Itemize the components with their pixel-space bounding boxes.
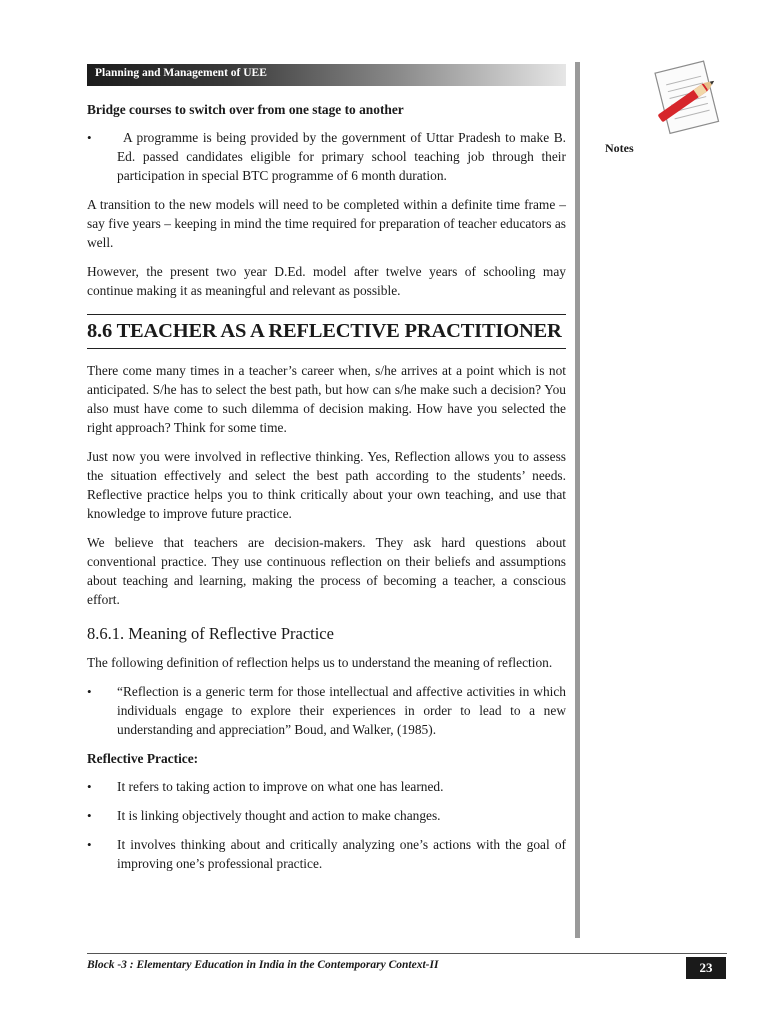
margin-divider: [575, 62, 580, 938]
list-item: [87, 128, 566, 185]
list-item-text: It refers to taking action to improve on what one has learned.: [117, 779, 444, 794]
bullet-glyph: •: [87, 779, 92, 794]
paragraph: Just now you were involved in reflective thinking. Yes, Reflection allows you to assess the situation effectively and select the best path according to the students’ needs. Reflective practice helps you to think critically about your own teaching, and use that knowledge to improve future practice.: [87, 449, 566, 521]
paragraph: There come many times in a teacher’s career when, s/he arrives at a point which is not anticipated. S/he has to select the best path, but how can s/he make such a decision? You also must have come to such dilemma of decision making. How have you selected the right approach? Think for some time.: [87, 363, 566, 435]
running-header-title: Planning and Management of UEE: [95, 67, 267, 79]
definition-quote: “Reflection is a generic term for those intellectual and affective activities in which individuals engage to explore their experiences in order to lead to a new understanding and appreciation” Boud, and Walker, (1985).: [117, 684, 566, 737]
subsection-title: 8.6.1. Meaning of Reflective Practice: [87, 624, 334, 643]
list-item: [87, 682, 566, 739]
paragraph: A transition to the new models will need to be completed within a definite time frame – say five years – keeping in mind the time required for preparation of teacher educators as well.: [87, 197, 566, 250]
bullet-glyph: •: [87, 837, 92, 852]
bridge-courses-heading: Bridge courses to switch over from one stage to another: [87, 102, 404, 117]
section-title: 8.6 TEACHER AS A REFLECTIVE PRACTITIONER: [87, 314, 566, 349]
reflective-practice-heading: Reflective Practice:: [87, 751, 199, 766]
footer-rule: [87, 953, 727, 954]
list-item: [87, 806, 566, 825]
list-item-text: It is linking objectively thought and action to make changes.: [117, 808, 441, 823]
notes-label: Notes: [605, 141, 634, 155]
notepad-pen-icon: [648, 60, 724, 138]
list-item: [87, 777, 566, 796]
list-item-text: A programme is being provided by the government of Uttar Pradesh to make B. Ed. passed candidates eligible for primary school teaching job through their participation in special BTC programme of 6 month duration.: [117, 130, 566, 183]
page-number: 23: [686, 957, 726, 979]
list-item: [87, 835, 566, 873]
paragraph: We believe that teachers are decision-makers. They ask hard questions about conventional practice. They use continuous reflection on their beliefs and assumptions about teaching and learning, making the process of becoming a teacher, a conscious effort.: [87, 535, 566, 607]
bullet-glyph: •: [87, 808, 92, 823]
paragraph: The following definition of reflection helps us to understand the meaning of reflection.: [87, 655, 553, 670]
running-header: [87, 64, 566, 86]
running-footer: Block -3 : Elementary Education in India in the Contemporary Context-II: [87, 959, 439, 971]
list-item-text: It involves thinking about and critically analyzing one’s actions with the goal of improving one’s professional practice.: [117, 837, 566, 871]
bullet-glyph: •: [87, 130, 92, 145]
bullet-glyph: •: [87, 684, 92, 699]
paragraph: However, the present two year D.Ed. model after twelve years of schooling may continue making it as meaningful and relevant as possible.: [87, 264, 566, 298]
page-body: [87, 100, 566, 883]
